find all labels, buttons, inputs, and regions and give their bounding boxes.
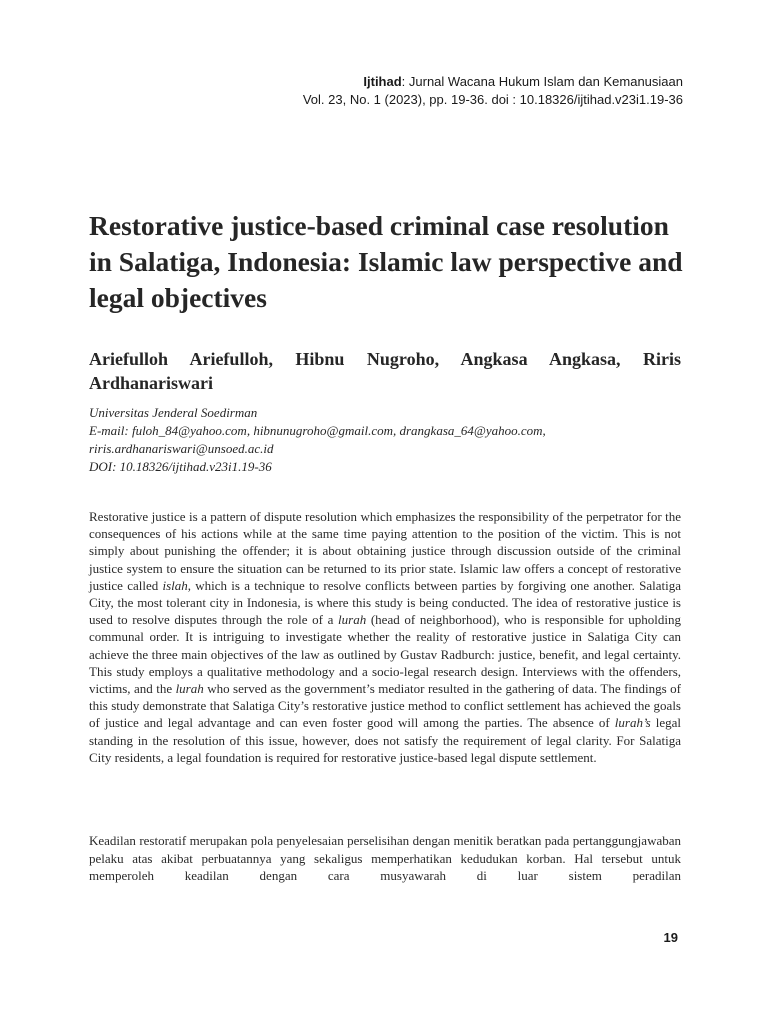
email-line-2: riris.ardhanariswari@unsoed.ac.id [89, 441, 274, 456]
abstract-text-1: Restorative justice is a pattern of dispute resolution which emphasizes the responsibility of the perpetrator for the consequences of his actions while at the same time paying attention to the position of the victim. This is not simply about punishing the offender; it is about obtaining justice through discussion outside of the criminal justice system to ensure the situation can be returned to its prior state. Islamic law offers a concept of restorative justice called [89, 509, 681, 593]
term-islah: islah [162, 577, 188, 593]
page-number: 19 [663, 930, 678, 945]
journal-name: Ijtihad [363, 74, 402, 89]
abstract-text-3: (head of neighborhood), who is responsible for upholding communal order. It is intriguing to investigate whether the reality of restorative justice in Salatiga City can achieve the three main objectives of the law as outlined by Gustav Radburch: justice, benefit, and legal certainty. This study employs a qualitative methodology and a socio-legal research design. Interviews with the offenders, victims, and the [89, 612, 681, 697]
journal-header [303, 73, 683, 109]
journal-citation: Vol. 23, No. 1 (2023), pp. 19-36. doi : 10.18326/ijtihad.v23i1.19-36 [302, 92, 683, 107]
abstract-text-5: legal standing in the resolution of this issue, however, does not satisfy the requirement of legal clarity. For Salatiga City residents, a legal foundation is required for restorative justice-based legal dispute settlement. [89, 715, 681, 765]
email-line-1: E-mail: fuloh_84@yahoo.com, hibnunugroho@gmail.com, drangkasa_64@yahoo.com, [89, 423, 546, 438]
term-lurah: lurah [338, 612, 367, 628]
institution: Universitas Jenderal Soedirman [89, 405, 258, 420]
term-lurahs: lurah’s [614, 715, 651, 731]
journal-subtitle: : Jurnal Wacana Hukum Islam dan Kemanusiaan [401, 74, 683, 89]
abstract-english [89, 508, 681, 766]
doi-line: DOI: 10.18326/ijtihad.v23i1.19-36 [89, 459, 272, 474]
abstract-text-2: , which is a technique to resolve conflicts between parties by forgiving one another. Salatiga City, the most tolerant city in Indonesia, is where this study is being conducted. The idea of restorative justice is used to resolve disputes through the role of a [89, 577, 682, 628]
abstract-indonesian: Keadilan restoratif merupakan pola penyelesaian perselisihan dengan menitik beratkan pada pertanggungjawaban pelaku atas akibat perbuatannya yang sekaligus memperhatikan kedudukan korban. Hal tersebut untuk memperoleh keadilan dengan cara musyawarah di luar sistem peradilan [89, 833, 681, 884]
term-lurah: lurah [175, 681, 204, 697]
abstract-text-4: who served as the government’s mediator resulted in the gathering of data. The findings of this study demonstrate that Salatiga City’s restorative justice method to conflict settlement has achieved the goals of justice and legal advantage and can even foster good will among the parties. The absence of [89, 681, 681, 731]
author-list: Ariefulloh Ariefulloh, Hibnu Nugroho, Angkasa Angkasa, Riris Ardhanariswari [89, 349, 681, 393]
article-title: Restorative justice-based criminal case resolution in Salatiga, Indonesia: Islamic law perspective and legal objectives [89, 210, 683, 313]
affiliation-block [89, 404, 681, 476]
journal-title-line [303, 73, 683, 91]
